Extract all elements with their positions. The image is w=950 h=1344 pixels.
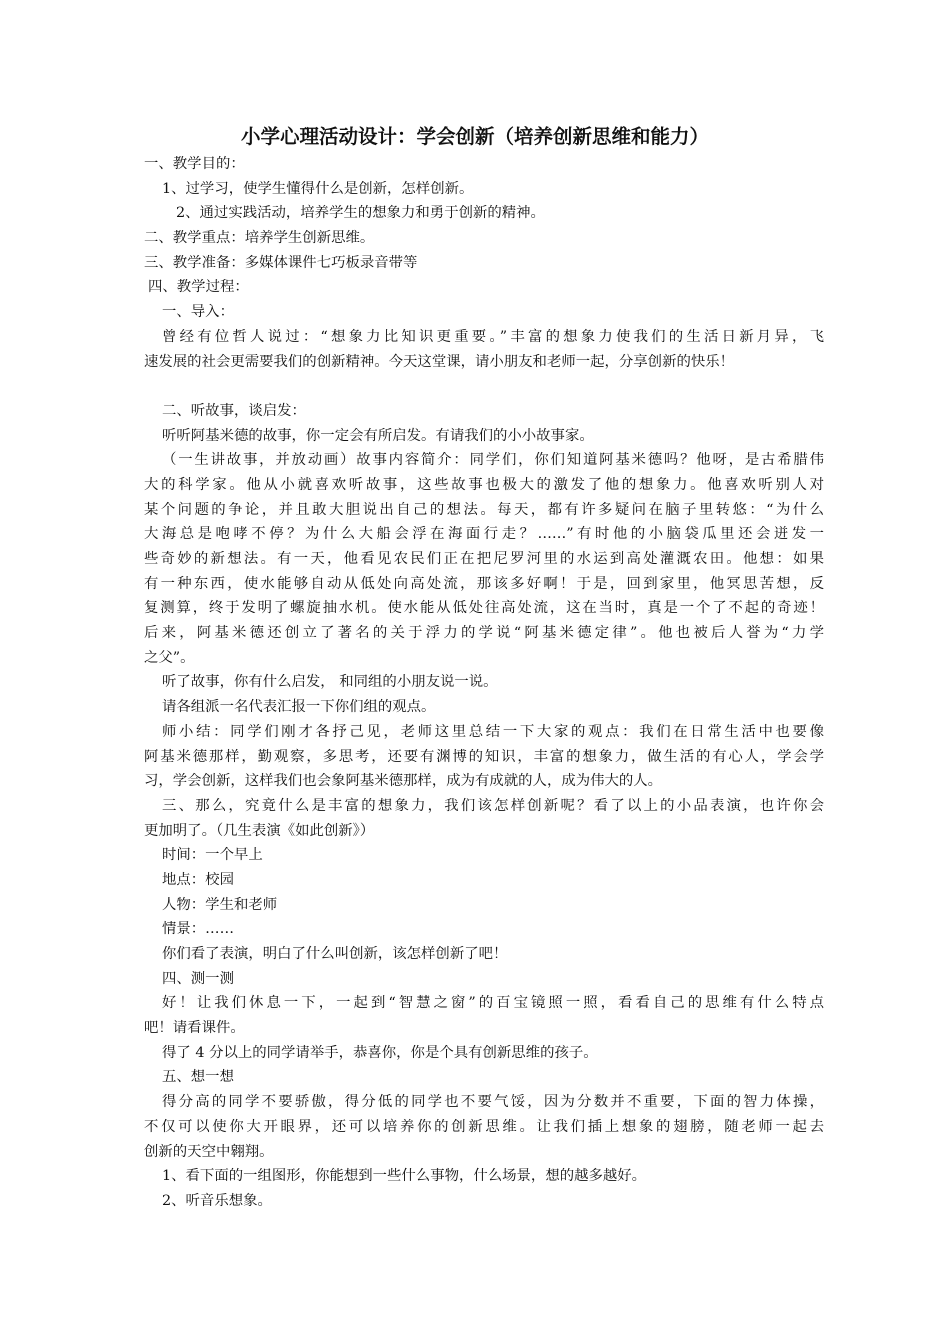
paragraph-line: 请各组派一名代表汇报一下你们组的观点。	[162, 699, 436, 716]
blank-line	[144, 374, 824, 399]
script-characters: 人物：学生和老师	[162, 896, 278, 913]
paragraph-line: 师小结：同学们刚才各抒己见，老师这里总结一下大家的观点：我们在日常生活中也要像	[162, 723, 824, 740]
script-place: 地点：校园	[162, 871, 234, 888]
subsection-heading: 二、听故事，谈启发：	[162, 402, 306, 419]
paragraph-line: 好！让我们休息一下，一起到“智慧之窗”的百宝镜照一照，看看自己的思维有什么特点	[162, 995, 824, 1012]
paragraph-line: 听了故事，你有什么启发， 和同组的小朋友说一说。	[162, 674, 498, 691]
paragraph-line: 得分高的同学不要骄傲，得分低的同学也不要气馁，因为分数并不重要，下面的智力体操，	[162, 1094, 824, 1111]
list-item: 1、看下面的一组图形，你能想到一些什么事物，什么场景，想的越多越好。	[162, 1168, 647, 1185]
paragraph-line: 曾经有位哲人说过：“想象力比知识更重要。”丰富的想象力使我们的生活日新月异，飞	[162, 328, 824, 345]
subsection-heading: 四、测一测	[162, 970, 234, 987]
paragraph-line: 听听阿基米德的故事，你一定会有所启发。有请我们的小小故事家。	[162, 427, 594, 444]
paragraph-line: 得了 4 分以上的同学请举手，恭喜你，你是个具有创新思维的孩子。	[162, 1044, 598, 1061]
paragraph-line: （一生讲故事，并放动画）故事内容简介：同学们，你们知道阿基米德吗？他呀，是古希腊伟	[162, 452, 824, 469]
subsection-heading: 一、导入：	[162, 304, 234, 321]
section-heading: 三、教学准备：多媒体课件七巧板录音带等	[144, 254, 418, 271]
list-item: 2、听音乐想象。	[162, 1192, 272, 1209]
paragraph-line: 大的科学家。他从小就喜欢听故事，这些故事也极大的激发了他的想象力。他喜欢听别人对	[144, 476, 824, 493]
paragraph-line: 速发展的社会更需要我们的创新精神。今天这堂课，请小朋友和老师一起，分享创新的快乐！	[144, 353, 735, 370]
document-body	[144, 152, 824, 1214]
section-heading: 四、教学过程：	[148, 279, 249, 296]
script-time: 时间：一个早上	[162, 847, 263, 864]
section-heading: 二、教学重点：培养学生创新思维。	[144, 230, 375, 247]
paragraph-line: 习，学会创新，这样我们也会象阿基米德那样，成为有成就的人，成为伟大的人。	[144, 773, 663, 790]
paragraph-line: 创新的天空中翱翔。	[144, 1143, 274, 1160]
paragraph-line: 不仅可以使你大开眼界，还可以培养你的创新思维。让我们插上想象的翅膀，随老师一起去	[144, 1118, 824, 1135]
list-item: 1、过学习，使学生懂得什么是创新，怎样创新。	[162, 180, 474, 197]
paragraph-line: 有一种东西，使水能够自动从低处向高处流，那该多好啊！于是，回到家里，他冥思苦想，反	[144, 575, 824, 592]
paragraph-line: 大海总是咆哮不停？为什么大船会浮在海面行走？……”有时他的小脑袋瓜里还会迸发一	[144, 526, 824, 543]
section-heading: 一、教学目的：	[144, 156, 245, 172]
paragraph-line: 些奇妙的新想法。有一天，他看见农民们正在把尼罗河里的水运到高处灌溉农田。他想：如果	[144, 551, 824, 567]
script-scene: 情景：……	[162, 921, 234, 938]
subsection-heading: 五、想一想	[162, 1069, 234, 1086]
paragraph-line: 某个问题的争论，并且敢大胆说出自己的想法。每天，都有许多疑问在脑子里转悠：“为什么	[144, 501, 824, 518]
paragraph-line: 三、那么，究竟什么是丰富的想象力，我们该怎样创新呢？看了以上的小品表演，也许你会	[162, 797, 824, 814]
paragraph-line: 你们看了表演，明白了什么叫创新，该怎样创新了吧！	[162, 946, 508, 962]
document-title: 小学心理活动设计：学会创新（培养创新思维和能力）	[240, 125, 709, 148]
paragraph-line: 吧！请看课件。	[144, 1020, 245, 1037]
paragraph-line: 更加明了。（几生表演《如此创新》）	[144, 822, 375, 839]
list-item: 2、通过实践活动，培养学生的想象力和勇于创新的精神。	[176, 205, 545, 222]
paragraph-line: 后来，阿基米德还创立了著名的关于浮力的学说“阿基米德定律”。他也被后人誉为“力学	[144, 625, 824, 642]
paragraph-line: 阿基米德那样，勤观察，多思考，还要有渊博的知识，丰富的想象力，做生活的有心人，学会学	[144, 748, 824, 765]
paragraph-line: 之父”。	[144, 649, 195, 666]
paragraph-line: 复测算，终于发明了螺旋抽水机。使水能从低处往高处流，这在当时，真是一个了不起的奇迹！	[144, 600, 824, 617]
